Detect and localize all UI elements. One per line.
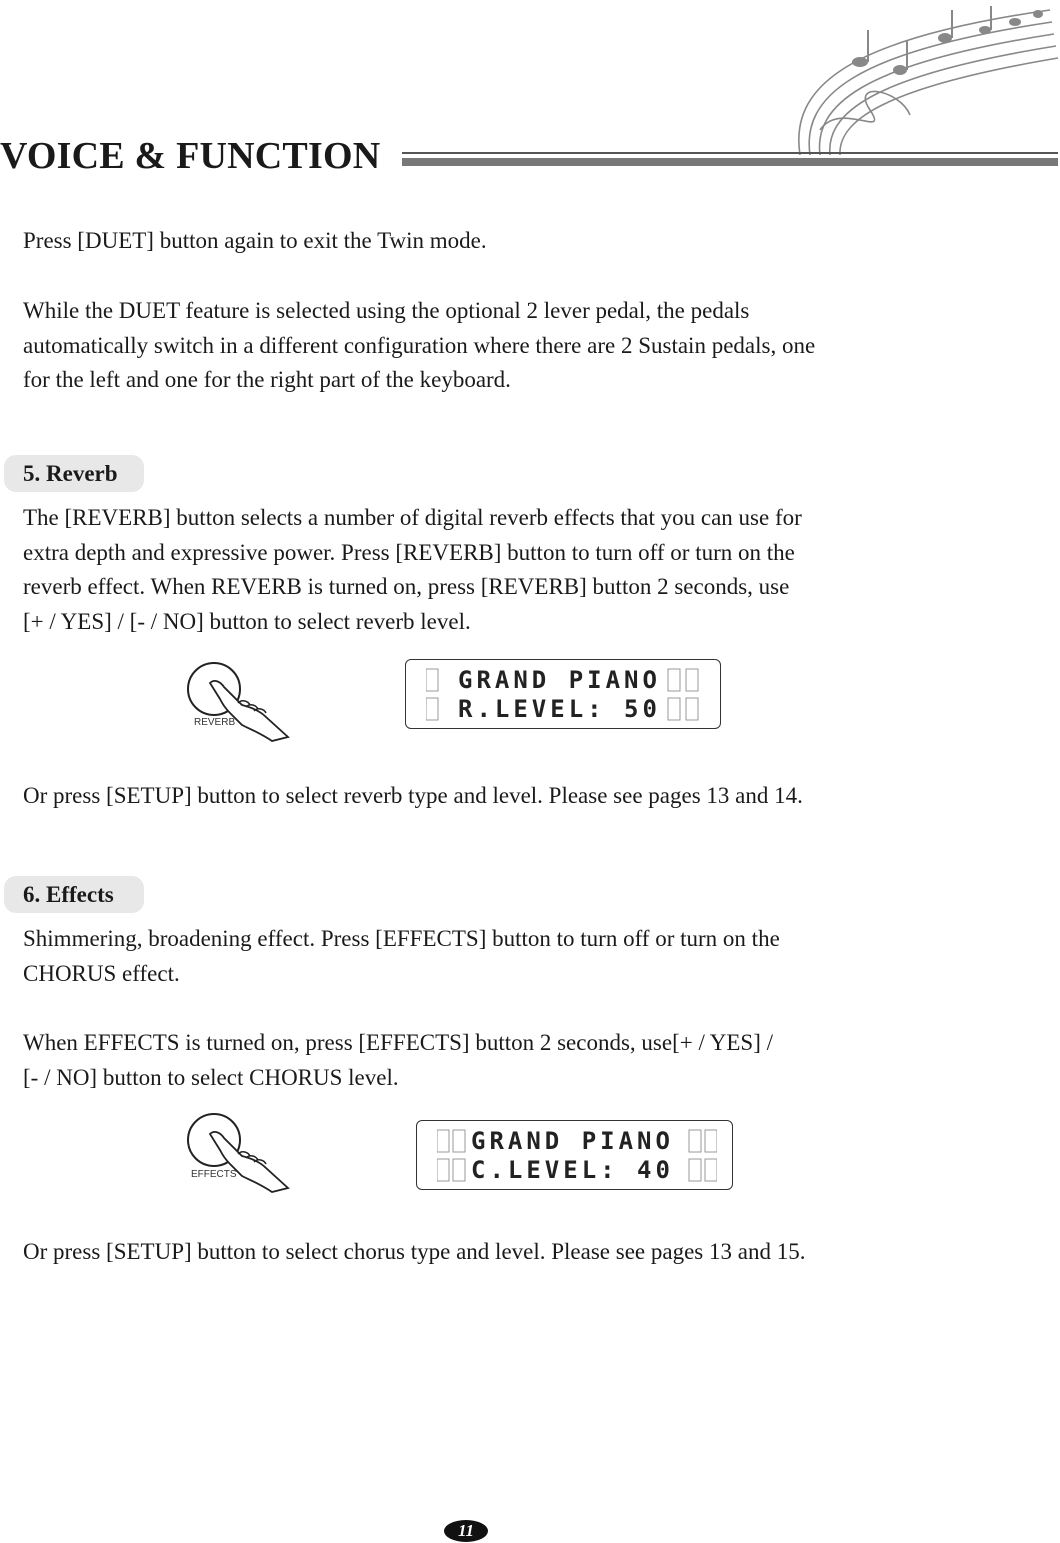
effects-section-heading: 6. Effects [4,876,144,913]
lcd-line-2: C.LEVEL: 40 [471,1156,674,1184]
effects-description-1 [23,922,963,991]
text-line: for the left and one for the right part of the keyboard. [23,367,511,393]
intro-paragraph-1 [23,224,963,259]
text-line: The [REVERB] button selects a number of digital reverb effects that you can use for [23,505,802,530]
text-line: Press [DUET] button again to exit the Twin mode. [23,228,487,253]
effects-button-label: EFFECTS [191,1169,237,1180]
effects-setup-note [23,1235,963,1270]
reverb-button-label: REVERB [194,717,236,728]
text-line: While the DUET feature is selected using the optional 2 lever pedal, the pedals [23,298,750,323]
text-line: Or press [SETUP] button to select chorus type and level. Please see pages 13 and 15. [23,1239,806,1264]
finger-press-button-icon [180,1108,300,1198]
text-line: [+ / YES] / [- / NO] button to select reverb level. [23,608,471,634]
effects-description-2 [23,1026,963,1095]
reverb-lcd-display [405,659,721,729]
text-line: automatically switch in a different configuration where there are 2 Sustain pedals, one [23,332,816,358]
text-line: CHORUS effect. [23,960,180,986]
text-line: [- / NO] button to select CHORUS level. [23,1064,399,1090]
reverb-section-heading: 5. Reverb [4,455,144,492]
effects-button-figure [180,1108,300,1198]
effects-lcd-display [416,1120,733,1190]
text-line: When EFFECTS is turned on, press [EFFECTS] button 2 seconds, use[+ / YES] / [23,1030,774,1055]
music-notes-decoration-icon [780,0,1060,160]
reverb-description [23,501,963,639]
text-line: reverb effect. When REVERB is turned on, press [REVERB] button 2 seconds, use [23,574,790,600]
reverb-button-figure [180,655,300,745]
lcd-line-1: GRAND PIANO [458,666,661,694]
intro-paragraph-2 [23,294,963,398]
section-title: VOICE & FUNCTION [0,135,381,177]
page-number: 11 [444,1520,488,1542]
text-line: Or press [SETUP] button to select reverb type and level. Please see pages 13 and 14. [23,783,803,808]
text-line: Shimmering, broadening effect. Press [EFFECTS] button to turn off or turn on the [23,926,780,951]
text-line: extra depth and expressive power. Press [REVERB] button to turn off or turn on the [23,539,795,565]
reverb-setup-note [23,779,963,814]
lcd-line-2: R.LEVEL: 50 [458,695,661,723]
lcd-line-1: GRAND PIANO [471,1127,674,1155]
finger-press-button-icon [180,655,300,745]
header-rule-divider [402,152,1058,166]
